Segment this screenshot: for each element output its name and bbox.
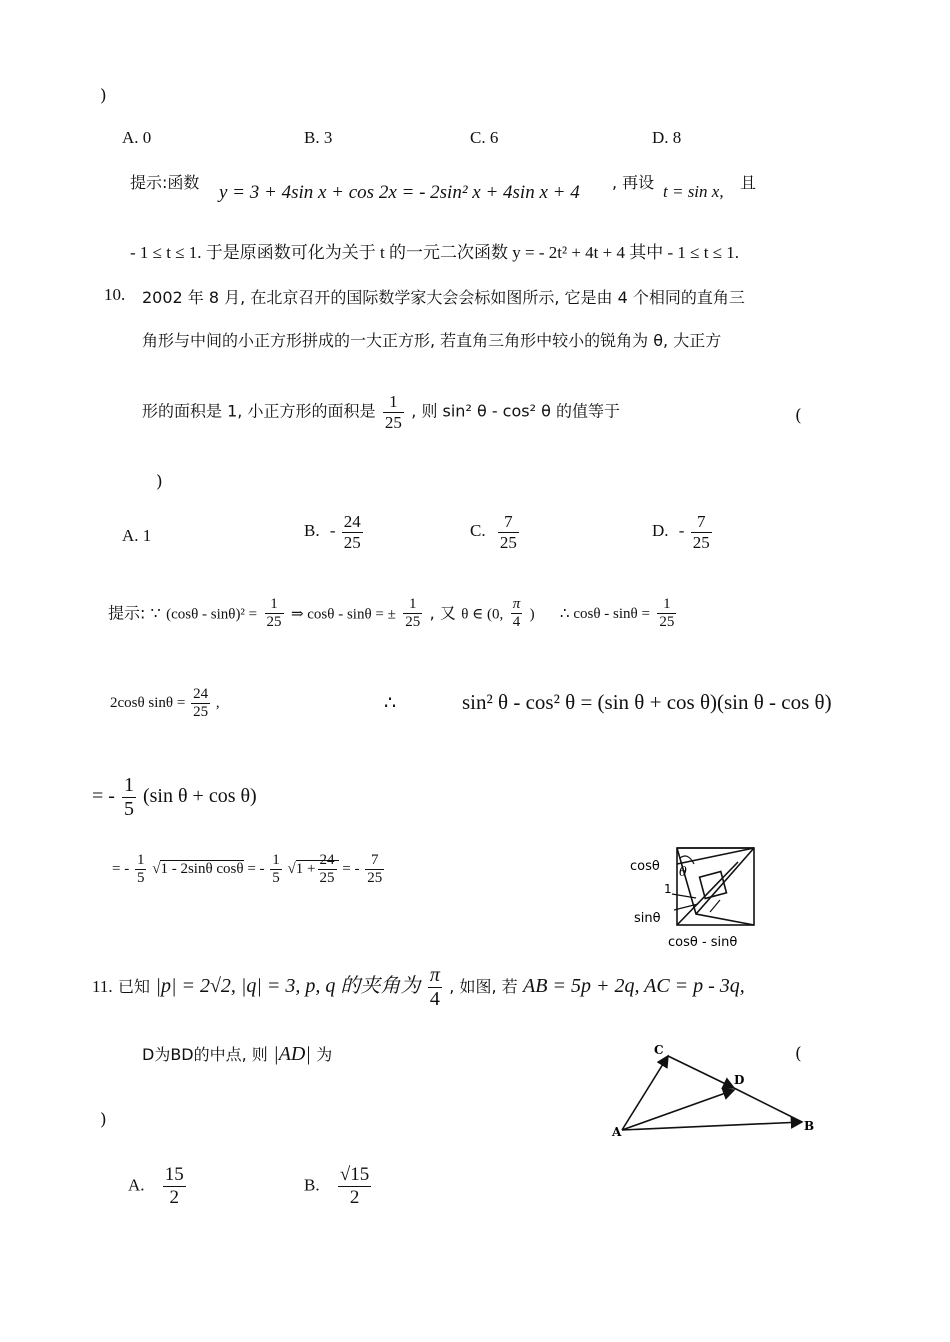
q9-choice-c: C. 6 xyxy=(470,128,499,147)
q9-paren-close: ) xyxy=(100,86,107,106)
q10-hint-line2-left: 2cosθ sinθ = $\frac{24}{25}$ , xyxy=(110,686,220,721)
q11-triangle-figure xyxy=(610,1040,820,1140)
q10-paren-close: ) xyxy=(156,472,163,492)
q10-line1: 2002 年 8 月, 在北京召开的国际数学家大会会标如图所示, 它是由 4 个相同的直角三 xyxy=(142,288,745,307)
q10-choice-a: A. 1 xyxy=(122,526,152,545)
q9-hint-label: 提示:函数 xyxy=(130,173,200,192)
q9-hint-line2: - 1 ≤ t ≤ 1. 于是原函数可化为关于 t 的一元二次函数 y = - 2t² + 4t + 4 其中 - 1 ≤ t ≤ 1. xyxy=(130,243,740,262)
q9-choice-b: B. 3 xyxy=(304,128,333,147)
q11-choice-b: B. $\frac{√15}{2}$ xyxy=(304,1164,370,1208)
q11-line1: 11. 已知 |p| = 2√2, |q| = 3, p, q 的夹角为 $\frac{\pi}{4}$ , 如图, 若 AB = 5p + 2q, AC = p - 3q, xyxy=(92,964,745,1010)
q9-hint-end: 且 xyxy=(740,173,757,192)
q9-hint-mid: , 再设 xyxy=(612,173,655,192)
q11-fig-label-a: A xyxy=(612,1125,622,1139)
q9-choice-d: D. 8 xyxy=(652,128,682,147)
q10-paren-open: ( xyxy=(795,406,802,426)
q11-choice-a: A. $\frac{15}{2}$ xyxy=(128,1164,184,1208)
q10-hint-line4: = - $\frac{1}{5}$ √1 - 2sinθ cosθ = - $\frac{1}{5}$ √1 + $\frac{24}{25}$ = - $\frac{7}{25}$ xyxy=(112,852,383,887)
q10-fig-label-cos: cosθ xyxy=(630,859,660,874)
q10-fig-label-diff: cosθ - sinθ xyxy=(668,935,738,950)
q10-choice-d: D. - $\frac{7}{25}$ xyxy=(652,512,710,552)
q10-fig-label-theta: θ xyxy=(679,865,687,880)
q11-line2: D为BD的中点, 则 |AD| 为 xyxy=(142,1043,333,1065)
q10-square-figure xyxy=(628,842,768,954)
q10-line3-fraction: $\frac{1}{25}$ xyxy=(384,392,402,432)
q9-hint-sub: t = sin x, xyxy=(663,182,724,201)
q10-line2: 角形与中间的小正方形拼成的一大正方形, 若直角三角形中较小的锐角为 θ, 大正方 xyxy=(142,331,722,350)
q10-choice-c: C. $\frac{7}{25}$ xyxy=(470,512,517,552)
q9-hint-formula: y = 3 + 4sin x + cos 2x = - 2sin² x + 4sin x + 4 xyxy=(219,182,580,203)
q10-line3: 形的面积是 1, 小正方形的面积是 $\frac{1}{25}$ , 则 sin² θ - cos² θ 的值等于 xyxy=(142,392,620,432)
q10-hint-line1: 提示: ∵ (cosθ - sinθ)² = $\frac{1}{25}$ ⇒ cosθ - sinθ = ± $\frac{1}{25}$ , 又 θ ∈ (0, $\frac{\pi}{4}$ ) ∴ cosθ - sinθ = $\frac{1}{25}$ xyxy=(108,596,675,631)
q10-number: 10. xyxy=(104,285,126,304)
q10-choice-b: B. - $\frac{24}{25}$ xyxy=(304,512,361,552)
q11-fig-label-d: D xyxy=(734,1073,745,1087)
q10-hint-line2-right: sin² θ - cos² θ = (sin θ + cos θ)(sin θ - cos θ) xyxy=(462,690,832,714)
q10-fig-label-sin: sinθ xyxy=(634,911,661,926)
q9-choice-a: A. 0 xyxy=(122,128,152,147)
q11-paren-open: ( xyxy=(795,1044,802,1064)
q11-fig-label-c: C xyxy=(654,1043,664,1057)
q10-hint-line3: = - $\frac{1}{5}$ (sin θ + cos θ) xyxy=(92,774,257,820)
q11-fig-label-b: B xyxy=(804,1119,815,1133)
q10-fig-label-one: 1 xyxy=(664,882,672,896)
q11-paren-close: ) xyxy=(100,1110,107,1130)
q10-therefore: ∴ xyxy=(384,693,397,714)
